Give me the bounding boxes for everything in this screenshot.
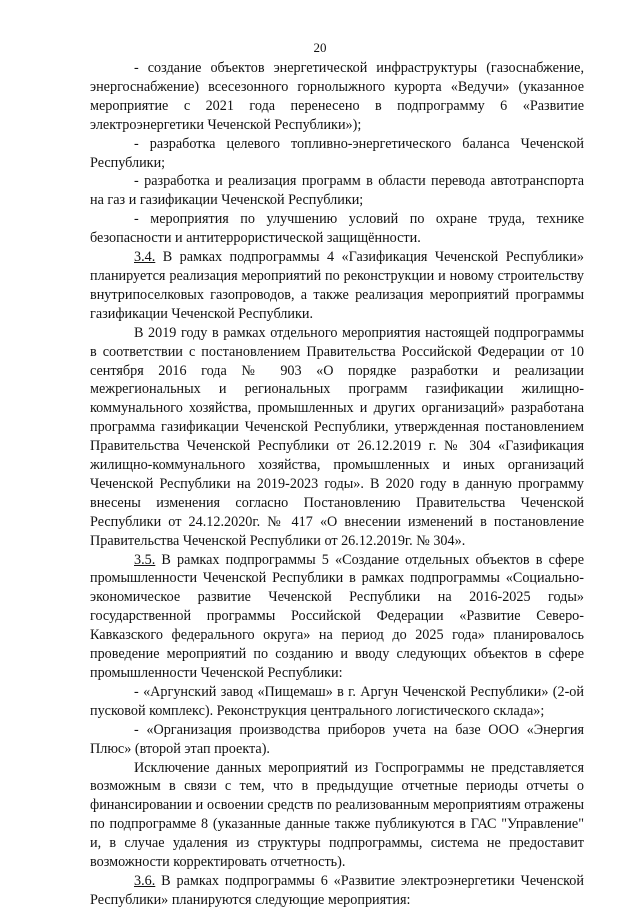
section-number: 3.4. xyxy=(134,249,156,266)
paragraph xyxy=(90,210,584,248)
paragraph-text: В 2019 году в рамках отдельного мероприятия настоящей подпрограммы в соответствии с постановлением Правительства Российской Федерации от 10 сентября 2016 года № 903 «О порядке разработки и реализации межрегиональных и региональных программ газификации жилищно-коммунального хозяйства, промышленных и других организаций» разработана программа газификации Чеченской Республики, утвержденная постановлением Правительства Чеченской Республики от 26.12.2019 г. № 304 «Газификация жилищно-коммунального хозяйства, промышленных и иных организаций Чеченской Республики на 2019-2023 годы». В 2020 году в данную программу внесены изменения согласно Постановлению Правительства Чеченской Республики от 24.12.2020г. № 417 «О внесении изменений в постановление Правительства Чеченской Республики от 26.12.2019г. № 304». xyxy=(90,324,584,549)
paragraph xyxy=(90,872,584,910)
paragraph xyxy=(90,135,584,173)
paragraph xyxy=(90,172,584,210)
paragraph-text: В рамках подпрограммы 5 «Создание отдельных объектов в сфере промышленности Чеченской Республики в рамках подпрограммы «Социально-экономическое развитие Чеченской Республики на 2016-2025 годы» государственной программы Российской Федерации «Развитие Северо-Кавказского федерального округа» на период до 2025 года» планировалось проведение мероприятий по созданию и вводу следующих объектов в сфере промышленности Чеченской Республики: xyxy=(90,551,584,681)
body-text xyxy=(90,59,584,910)
paragraph xyxy=(90,721,584,759)
paragraph-text: - создание объектов энергетической инфраструктуры (газоснабжение, энергоснабжение) всесезонного горнолыжного курорта «Ведучи» (указанное мероприятие с 2021 года перенесено в подпрограмму 6 «Развитие электроэнергетики Чеченской Республики»); xyxy=(90,60,584,133)
section-number: 3.5. xyxy=(134,551,156,568)
paragraph-text: В рамках подпрограммы 4 «Газификация Чеченской Республики» планируется реализация мероприятий по реконструкции и новому строительству внутрипоселковых газопроводов, а также реализация мероприятий программы газификации Чеченской Республики. xyxy=(90,249,584,322)
paragraph xyxy=(90,324,584,551)
paragraph-text: - разработка и реализация программ в области перевода автотранспорта на газ и газификации Чеченской Республики; xyxy=(90,173,584,209)
page-number: 20 xyxy=(313,40,327,55)
paragraph-text: - «Организация производства приборов учета на базе ООО «Энергия Плюс» (второй этап проекта). xyxy=(90,721,584,757)
paragraph-text: Исключение данных мероприятий из Госпрограммы не представляется возможным в связи с тем, что в предыдущие отчетные периоды отчеты о финансировании и освоении средств по реализованным мероприятиям отражены по подпрограмме 8 (указанные данные также публикуются в ГАС "Управление" и, в случае удаления из структуры подпрограммы, система не предоставит возможности корректировать отчетность). xyxy=(90,759,584,871)
paragraph xyxy=(90,59,584,135)
paragraph xyxy=(90,683,584,721)
paragraph-text: - мероприятия по улучшению условий по охране труда, технике безопасности и антитеррористической защищённости. xyxy=(90,211,584,247)
paragraph-text: - «Аргунский завод «Пищемаш» в г. Аргун Чеченской Республики» (2-ой пусковой комплекс). Реконструкция центрального логистического склада»; xyxy=(90,683,584,719)
paragraph xyxy=(90,248,584,324)
paragraph xyxy=(90,551,584,683)
section-number: 3.6. xyxy=(134,872,156,889)
paragraph-text: В рамках подпрограммы 6 «Развитие электроэнергетики Чеченской Республики» планируются следующие мероприятия: xyxy=(90,872,584,908)
paragraph-text: - разработка целевого топливно-энергетического баланса Чеченской Республики; xyxy=(90,135,584,171)
paragraph xyxy=(90,759,584,872)
